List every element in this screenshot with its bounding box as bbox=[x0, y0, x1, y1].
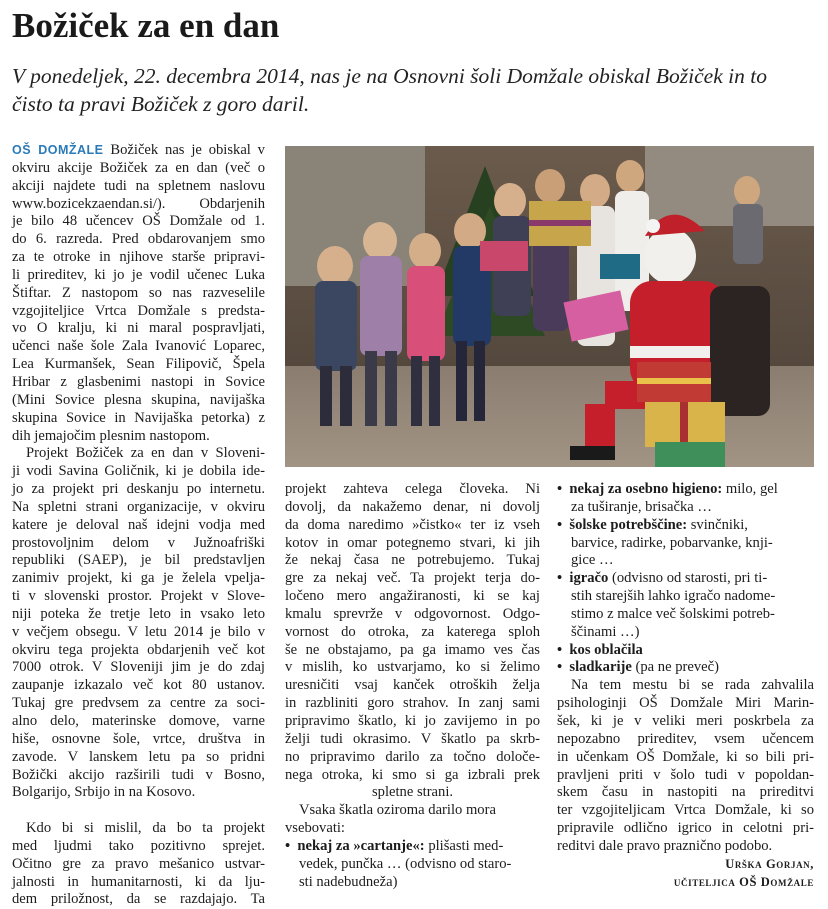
column-1-line: Bolgarijo, Srbijo in na Kosovo. bbox=[12, 784, 196, 801]
column-1-line: za te otroke in njihove starše pripravi- bbox=[12, 249, 265, 266]
column-2-line: Vsaka škatla oziroma darilo mora bbox=[299, 802, 496, 819]
column-1 bbox=[12, 142, 265, 909]
column-1-line: Božički akcijo razširili tudi v Bosno, bbox=[12, 766, 265, 783]
article-headline: Božiček za en dan bbox=[12, 6, 280, 45]
column-1-line: Očitno gre za pravo mešanico ustvar- bbox=[12, 855, 265, 872]
list-item-continued: ščinami …) bbox=[571, 623, 640, 640]
column-2-line: da doma naredimo »čistko« ter iz vseh bbox=[285, 516, 540, 533]
santa-with-children-photo bbox=[285, 146, 814, 467]
column-1-line: ti v slovenski prostor. Projekt v Slove- bbox=[12, 588, 265, 605]
column-1-line: do 6. razreda. Pred obdarovanjem smo bbox=[12, 231, 265, 248]
column-1-line: katere je deloval naš idejni vodja med bbox=[12, 516, 265, 533]
list-item: • nekaj za osebno higieno: milo, gel bbox=[557, 481, 778, 497]
column-3-line: pripravile odlično igrico in celotni pri- bbox=[557, 820, 814, 837]
place-label: OŠ DOMŽALE bbox=[12, 143, 104, 157]
column-1-line: ji vodi Savina Goličnik, ki je dobila ide- bbox=[12, 463, 265, 480]
column-1-line: med ljudmi tako pozitivno sprejet. bbox=[12, 837, 265, 854]
column-1-line: Kdo bi si mislil, da bo ta projekt bbox=[26, 820, 265, 837]
column-1-line: jo za projekt pri deskanju po internetu. bbox=[12, 481, 265, 498]
column-2-line: vsebovati: bbox=[285, 820, 345, 837]
column-3-line: nepozabno prireditev, vsem učencem bbox=[557, 730, 814, 747]
list-item-continued: stimo z malce več šolskimi potreb- bbox=[571, 605, 775, 622]
column-2-line: ločeno mero angažiranosti, ki se kaj bbox=[285, 588, 540, 605]
column-2-line: pripravimo škatlo, ki jo zavijemo in po bbox=[285, 712, 540, 729]
list-item-continued: za tuširanje, brisačka … bbox=[571, 498, 713, 515]
column-2-line: vornost do otroka, za katerega sploh bbox=[285, 623, 540, 640]
column-1-line: (Mini Sovice plesna skupina, navijaška bbox=[12, 391, 265, 408]
column-1-line: dih jemajočim plesnim nastopom. bbox=[12, 427, 210, 444]
column-3-line: psihologinji OŠ Domžale Miri Marin- bbox=[557, 695, 814, 712]
column-1-line: dem priložnost, da se razdajajo. Ta bbox=[12, 891, 265, 908]
column-3-line: šek, ki je v veliki meri poskrbela za bbox=[557, 712, 814, 729]
column-1-line: niji poteka že tretje leto in vsako leto bbox=[12, 605, 265, 622]
column-2-line: spletne strani. bbox=[371, 784, 454, 801]
author-role: učiteljica OŠ Domžale bbox=[673, 874, 814, 889]
column-1-line: li prireditev, ki jo je vodil učenec Luka bbox=[12, 266, 265, 283]
author-name: Urška Gorjan, bbox=[725, 856, 814, 871]
article-lead bbox=[12, 62, 817, 118]
column-1-line: učenci naše šole Zala Ivanović Loparec, bbox=[12, 338, 265, 355]
column-1-line: Lea Kurmanšek, Sean Filipovič, Špela bbox=[12, 356, 265, 373]
list-item-continued: stih starejših lahko igračo nadome- bbox=[571, 588, 776, 605]
column-2-line: v mislih, ko ustvarjamo, ko si želimo bbox=[285, 659, 540, 676]
column-2-line: že nekaj časa ne potrebujemo. Tukaj bbox=[285, 552, 540, 569]
column-3-line: ter vzgojiteljicam Vrtca Domžale, ki so bbox=[557, 802, 814, 819]
list-item: • nekaj za »cartanje«: plišasti med- bbox=[285, 837, 504, 854]
column-2 bbox=[285, 481, 540, 891]
column-2-line: nega otroka, ki smo si ga izbrali prek bbox=[285, 766, 540, 783]
column-2-line: projekt zahteva celega človeka. Ni bbox=[285, 481, 540, 497]
list-item: • kos oblačila bbox=[557, 641, 643, 658]
column-2-line: želji tudi okrasimo. V škatlo pa skrb- bbox=[285, 730, 540, 747]
list-item: • sladkarije (pa ne preveč) bbox=[557, 659, 719, 676]
lead-line-1: V ponedeljek, 22. decembra 2014, nas je na Osnovni šoli Domžale obiskal Božiček in to bbox=[12, 64, 767, 88]
column-1-line: okviru akcije Božiček za en dan (več o bbox=[12, 159, 265, 176]
list-item: • šolske potrebščine: svinčniki, bbox=[557, 516, 748, 533]
column-1-line: v večjem obsegu. V letu 2014 je bilo v bbox=[12, 623, 265, 640]
column-1-line: republiki (SAEP), je bil predstavljen bbox=[12, 552, 265, 569]
column-1-line: Projekt Božiček za en dan v Sloveni- bbox=[26, 445, 265, 462]
list-item-continued: gice … bbox=[571, 552, 614, 569]
column-1-line: skupina Sovice in Navijaška petorka) z bbox=[12, 409, 265, 426]
column-1-line: Tukaj gre predvsem za centre za soci- bbox=[12, 695, 265, 712]
column-2-line: dovolj, da nakažemo denar, ni dovolj bbox=[285, 498, 540, 515]
article-photo bbox=[285, 146, 814, 467]
column-1-line: je bilo 48 učencev OŠ Domžale od 1. bbox=[12, 213, 265, 230]
column-2-line: kotov in omar potegnemo stvari, ki jih bbox=[285, 534, 540, 551]
column-3-line: pravljeni priti v šolo tudi v popoldan- bbox=[557, 766, 814, 783]
column-1-line: vzgojiteljice Vrtca Domžale s predsta- bbox=[12, 302, 265, 319]
column-1-line: zaupanje izkazalo več kot 80 ustanov. bbox=[12, 677, 265, 694]
column-1-line: hiše, osnovne šole, vrtce, društva in bbox=[12, 730, 265, 747]
column-1-line: Na spletni strani organizacije, v okviru bbox=[12, 498, 265, 515]
column-3-line: Na tem mestu bi se rada zahvalila bbox=[571, 677, 814, 694]
column-2-line: no pripravimo darilo za točno določe- bbox=[285, 748, 540, 765]
column-1-line: okviru tega projekta obdarjenih več kot bbox=[12, 641, 265, 658]
column-3-line: in učenkam OŠ Domžale, ki so bili pri- bbox=[557, 748, 814, 765]
list-item-continued: vedek, punčka … (odvisno od staro- bbox=[299, 855, 512, 872]
column-2-line: in razbliniti goro strahov. In zanj sami bbox=[285, 695, 540, 712]
column-1-line: vo O kralju, ki ni maral pospravljati, bbox=[12, 320, 265, 337]
column-1-line: zavode. V lanskem letu pa so pridni bbox=[12, 748, 265, 765]
column-1-line: akciji najdete tudi na spletnem naslovu bbox=[12, 177, 265, 194]
column-2-line: še ne obstajamo, pa ga imamo ves čas bbox=[285, 641, 540, 658]
column-1-line: Štiftar. Z nastopom so nas razveselile bbox=[12, 284, 265, 301]
column-3-line: skem času in nastopiti na prireditvi bbox=[557, 784, 814, 801]
column-1-line: jalnosti in humanitarnosti, ki da lju- bbox=[12, 873, 265, 890]
column-2-line: uresničiti vsaj kanček otroških želja bbox=[285, 677, 540, 694]
column-1-line: www.bozicekzaendan.si/). Obdarjenih bbox=[12, 195, 265, 212]
list-item-continued: sti nadebudneža) bbox=[299, 873, 398, 890]
list-item: • igračo (odvisno od starosti, pri ti- bbox=[557, 570, 768, 587]
column-1-line: Hribar z glasbenimi nastopi in Sovice bbox=[12, 373, 265, 390]
column-1-line: zanimiv projekt, ki ga je želela vpelja- bbox=[12, 570, 265, 587]
column-3 bbox=[557, 481, 814, 891]
column-1-line: 7000 otrok. V Sloveniji jim je do zdaj bbox=[12, 659, 265, 676]
column-1-line: alno delo, materinske domove, varne bbox=[12, 713, 265, 729]
lead-line-2: čisto ta pravi Božiček z goro daril. bbox=[12, 92, 310, 116]
column-1-line: prostovoljnim delom v Južnoafriški bbox=[12, 534, 265, 551]
column-3-line: reditvi dale pravo praznično podobo. bbox=[557, 837, 773, 854]
column-1-line: OŠ DOMŽALE Božiček nas je obiskal v bbox=[12, 142, 265, 158]
list-item-continued: barvice, radirke, pobarvanke, knji- bbox=[571, 534, 773, 551]
column-2-line: kmalu sprevrže v odgovornost. Odgo- bbox=[285, 605, 540, 622]
column-2-line: gre za nekaj več. Ta projekt terja do- bbox=[285, 570, 540, 587]
